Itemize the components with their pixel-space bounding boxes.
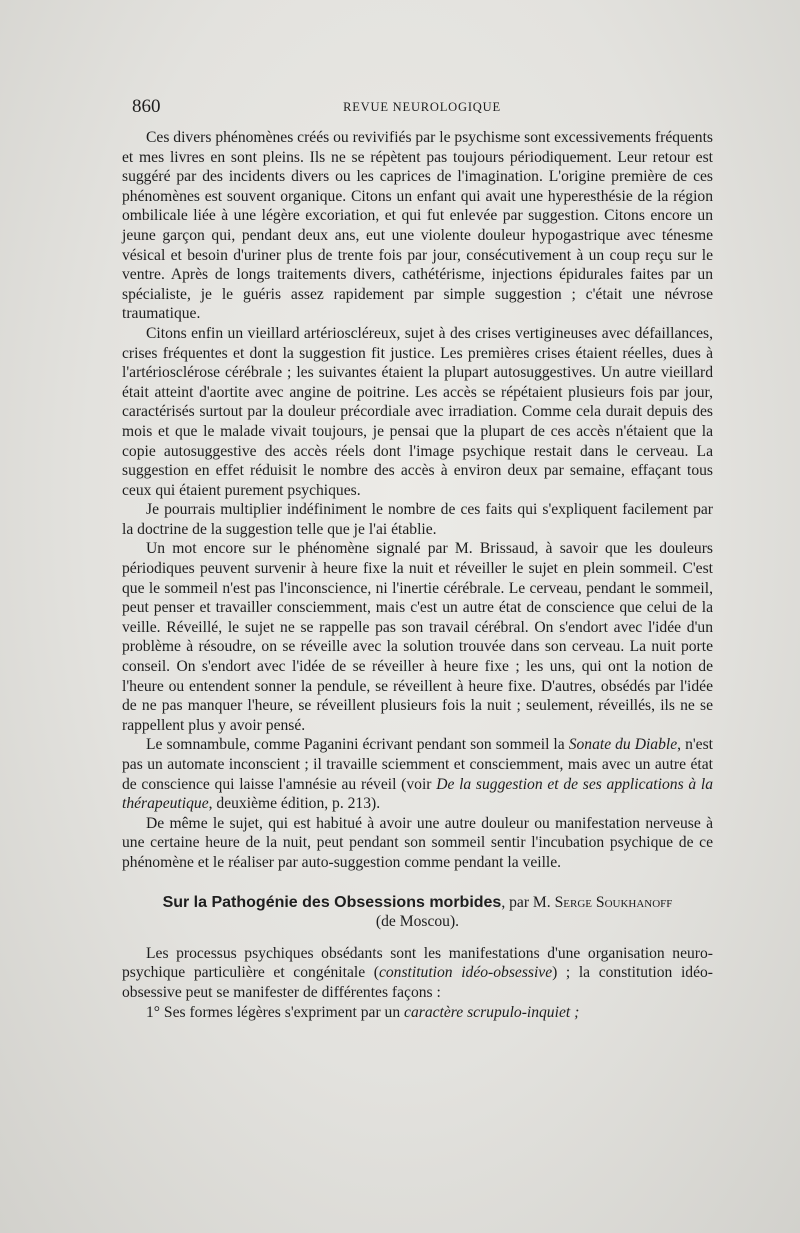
article-title: Sur la Pathogénie des Obsessions morbides — [162, 893, 502, 911]
italic-text: constitution idéo-obsessive — [378, 964, 553, 982]
paragraph — [122, 944, 713, 1003]
text-run: Ces divers phénomènes créés ou revivifiés par le psychisme sont excessivements fréquents et mes livres en sont pleins. Ils ne se répètent pas toujours périodiquement. Leur retour est suggéré par des incidents divers ou les caprices de l'imagination. L'origine première de ces phénomènes est souvent organique. Citons un enfant qui avait une hyperesthésie de la région ombilicale liée à une légère excoriation, et qui fut enlevée par suggestion. Citons encore un jeune garçon qui, pendant deux ans, eut une violente douleur hypogastrique avec ténesme vésical et besoin d'uriner plus de trente fois par jour, consécutivement à un coup reçu sur le ventre. Après de longs traitements divers, cathétérisme, injections épidurales faites par un spécialiste, je le guéris assez rapidement par simple suggestion ; c'était une névrose traumatique. — [122, 129, 713, 323]
italic-text: Sonate du Diable — [568, 736, 678, 754]
text-run: ) ; la constitution idéo-obsessive peut se manifester de différentes façons : — [122, 964, 713, 1001]
page-header — [132, 96, 712, 118]
text-run: Les processus psychiques obsédants sont les manifestations d'une organisation neuro-psychique particulière et congénitale ( — [122, 944, 713, 982]
paragraph — [122, 814, 713, 873]
paragraph — [122, 539, 713, 735]
text-run: Un mot encore sur le phénomène signalé par M. Brissaud, à savoir que les douleurs périodiques peuvent survenir à heure fixe la nuit et réveiller le sujet en plein sommeil. C'est que le sommeil n'est pas l'inconscience, ni l'inertie cérébrale. Le cerveau, pendant le sommeil, peut penser et travailler consciemment, mais c'est un autre état de conscience que celui de la veille. Réveillé, le sujet ne se rappelle pas son travail cérébral. On s'endort avec l'idée d'un problème à résoudre, on se réveille avec la solution trouvée dans son cerveau. La nuit porte conseil. On s'endort avec l'idée de se réveiller à heure fixe ; les uns, qui ont la notion de l'heure ou entendent sonner la pendule, se réveillent à heure fixe. D'autres, obsédés par l'idée de ne pas manquer l'heure, se réveillent plusieurs fois la nuit ; seulement, réveillés, ils ne se rappellent plus y avoir pensé. — [122, 540, 713, 734]
text-run: Le somnambule, comme Paganini écrivant pendant son sommeil la — [146, 736, 569, 754]
text-run: , deuxième édition, p. 213). — [208, 795, 381, 813]
italic-text: De la suggestion et de ses applications à la thérapeutique — [122, 775, 713, 813]
article-affiliation: (de Moscou). — [375, 913, 460, 931]
paragraph — [122, 324, 713, 500]
text-run: 1° Ses formes légères s'expriment par un — [146, 1003, 405, 1021]
text-run: Citons enfin un vieillard artérioscléreux, sujet à des crises vertigineuses avec défaillances, crises fréquentes et dont la suggestion fit justice. Les premières crises étaient réelles, dues à l'artériosclérose cérébrale ; les suivantes étaient la plupart autosuggestives. Un autre vieillard était atteint d'aortite avec angine de poitrine. Les accès se répétaient plusieurs fois par jour, caractérisés surtout par la douleur précordiale avec irradiation. Comme cela durait depuis des mois et que le malade vivait toujours, je pensai que la plupart de ces accès n'étaient que la copie autosuggestive des accès réels dont l'image psychique restait dans le cerveau. La suggestion en effet réduisit le nombre des accès à environ deux par semaine, effaçant tous ceux qui étaient purement psychiques. — [122, 324, 713, 499]
paragraph — [122, 500, 713, 539]
body-text — [122, 128, 713, 1022]
running-title: REVUE NEUROLOGIQUE — [343, 100, 501, 114]
text-run: , n'est pas un automate inconscient ; il travaille sciemment et consciemment, mais avec un autre état de conscience qui laisse l'amnésie au réveil (voir — [122, 736, 713, 793]
paragraph — [122, 1003, 713, 1023]
article-heading — [122, 893, 713, 932]
italic-text: caractère scrupulo-inquiet ; — [404, 1003, 580, 1021]
continued-text — [122, 128, 713, 873]
paragraph — [122, 128, 713, 324]
paragraph — [122, 735, 713, 813]
text-run: De même le sujet, qui est habitué à avoir une autre douleur ou manifestation nerveuse à une certaine heure de la nuit, peut pendant son sommeil sentir l'incubation psychique de ce phénomène et le réaliser par auto-suggestion comme pendant la veille. — [122, 814, 713, 871]
text-run: Je pourrais multiplier indéfiniment le nombre de ces faits qui s'expliquent facilement par la doctrine de la suggestion telle que je l'ai établie. — [122, 501, 713, 538]
page-number: 860 — [132, 96, 161, 117]
article-author: Serge Soukhanoff — [554, 893, 673, 911]
article-body — [122, 944, 713, 1022]
article-byline: , par M. — [501, 893, 555, 911]
